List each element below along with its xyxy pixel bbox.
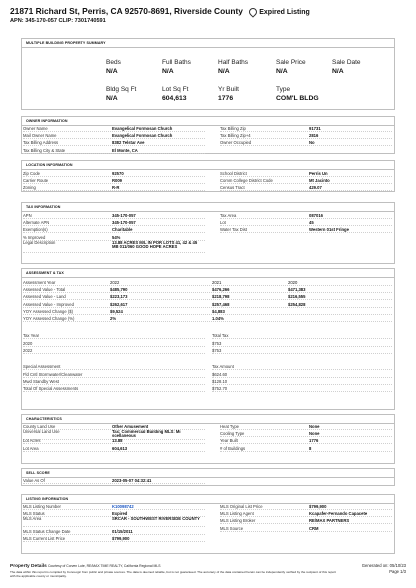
- detail-row: [23, 132, 205, 139]
- detail-row: [212, 363, 392, 370]
- summary-value: N/A: [332, 68, 344, 75]
- assessment-value: 2020: [288, 280, 298, 285]
- detail-row: [23, 219, 205, 226]
- row-value: Expired: [112, 511, 128, 517]
- row-label: Tax Area: [220, 213, 237, 218]
- row-label: Fld Cntl Stormwater/Cleanwater: [23, 372, 83, 377]
- summary-value: N/A: [162, 68, 174, 75]
- row-value: No: [309, 140, 315, 146]
- row-value: SRCAR - SOUTHWEST RIVERSIDE COUNTY: [112, 517, 200, 522]
- summary-label: Yr Built: [218, 86, 239, 93]
- row-label: MLS Listing Broker: [220, 518, 256, 524]
- detail-row: [23, 517, 205, 527]
- detail-row: [23, 503, 205, 510]
- detail-row: [23, 184, 205, 191]
- row-label: Universal Land Use: [23, 430, 60, 435]
- detail-row: [23, 226, 205, 233]
- footer-disclaimer: The data within this report is compiled by CoreLogic from public and private sources. The data is deemed reliable, but is not guaranteed. The accuracy of the data contained herein can be independently verified by the recipient of this report with the applicable county or municipality.: [10, 570, 336, 578]
- assessment-value: $9,524: [110, 308, 123, 314]
- row-value: Mt Jacinto: [309, 178, 330, 184]
- row-label: Carrier Route: [23, 178, 49, 184]
- row-label: County Land Use: [23, 424, 56, 429]
- row-label: Tax Amount: [212, 364, 234, 369]
- summary-label: Sale Date: [332, 59, 361, 66]
- assessment-value: $4,883: [212, 308, 225, 314]
- summary-label: Beds: [106, 59, 121, 66]
- row-label: Assessed Value - Total: [23, 287, 66, 293]
- row-label: Lot Acres: [23, 438, 41, 444]
- row-value: 13.88: [112, 438, 123, 444]
- detail-row: [220, 510, 392, 517]
- detail-row: [23, 510, 205, 517]
- row-label: Water Tax Dist: [220, 227, 247, 233]
- row-value: Charitable: [112, 227, 133, 233]
- row-value: R-R: [112, 185, 120, 191]
- assessment-value: $485,790: [110, 287, 128, 293]
- row-label: $753: [212, 348, 222, 354]
- row-label: Comm College District Code: [220, 178, 273, 184]
- row-label: Total Tax: [212, 333, 229, 338]
- row-label: Owner Occupied: [220, 140, 252, 146]
- row-value: 429.07: [309, 185, 322, 191]
- detail-row: [220, 170, 392, 177]
- detail-row: [220, 177, 392, 184]
- detail-row: [212, 340, 392, 347]
- row-label: Exemption(s): [23, 227, 48, 233]
- detail-row: [23, 535, 205, 542]
- row-value: 345-170-057: [112, 220, 136, 226]
- detail-row: [23, 371, 205, 378]
- detail-row: [212, 332, 392, 339]
- row-label: Year Built: [220, 438, 238, 444]
- row-label: Assessment Year: [23, 280, 56, 285]
- row-label: Zip Code: [23, 171, 40, 176]
- row-label: Legal Description: [23, 240, 56, 245]
- mls-link[interactable]: K10098742: [112, 504, 134, 509]
- row-label: Owner Name: [23, 126, 48, 131]
- summary-label: Type: [276, 86, 291, 93]
- detail-row: [23, 177, 205, 184]
- section-heading: MULTIPLE BUILDING PROPERTY SUMMARY: [22, 39, 394, 48]
- assessment-value: $218,798: [212, 294, 230, 300]
- row-label: Tax Billing Zip: [220, 126, 246, 131]
- row-label: Tax Billing Zip+4: [220, 133, 251, 139]
- detail-row: [23, 385, 205, 392]
- section-heading: ASSESSMENT & TAX: [22, 269, 394, 278]
- row-label: MLS Listing Number: [23, 504, 61, 509]
- row-label: Tax Billing Address: [23, 140, 59, 146]
- row-label: Assessed Value - Land: [23, 294, 66, 300]
- detail-row: [220, 525, 392, 532]
- detail-row: [23, 170, 205, 177]
- row-label: MLS Area: [23, 517, 42, 522]
- row-label: $752.70: [212, 386, 228, 392]
- section-heading: OWNER INFORMATION: [22, 117, 394, 126]
- assessment-value: 2021: [212, 280, 222, 285]
- section-heading: CHARACTERISTICS: [22, 415, 394, 424]
- row-label: MLS Status Change Date: [23, 528, 71, 534]
- row-value: 604,613: [112, 445, 128, 451]
- row-label: Mwd Standby West: [23, 379, 59, 385]
- row-value: El Monte, CA: [112, 147, 138, 153]
- row-label: Cooling Type: [220, 431, 245, 437]
- detail-row: [23, 378, 205, 385]
- row-label: Lot: [220, 220, 226, 226]
- detail-row: [23, 477, 205, 484]
- detail-row: [220, 184, 392, 191]
- detail-row: [220, 503, 392, 510]
- section-heading: TAX INFORMATION: [22, 203, 394, 212]
- section-heading: LOCATION INFORMATION: [22, 161, 394, 170]
- row-value: 54%: [112, 234, 121, 240]
- row-value: 01/15/2011: [112, 528, 133, 534]
- summary-value: 604,613: [162, 95, 187, 102]
- row-value: Tax: Commercial Building MLS: Mi scellaneous: [112, 430, 181, 439]
- detail-row: [23, 445, 205, 452]
- detail-row: [23, 308, 392, 315]
- detail-row: [23, 332, 205, 339]
- row-label: Census Tract: [220, 185, 245, 191]
- section-heading: SELL SCORE: [22, 469, 394, 478]
- row-value: RE/MAX PARTNERS: [309, 518, 350, 524]
- detail-row: [23, 147, 205, 154]
- row-label: Lot Area: [23, 445, 39, 451]
- row-value: Kcapafer-Fernando Capacete: [309, 511, 368, 517]
- page-number: Page 1/3: [389, 569, 406, 574]
- row-value: 92570: [112, 171, 124, 176]
- detail-row: [220, 437, 392, 444]
- page-title: 21871 Richard St, Perris, CA 92570-8691, Riverside County Expired Listing: [10, 6, 310, 16]
- summary-value: N/A: [106, 68, 118, 75]
- row-label: MLS Source: [220, 525, 244, 531]
- row-label: Zoning: [23, 185, 36, 191]
- detail-row: [220, 226, 392, 233]
- assessment-value: $476,266: [212, 287, 230, 293]
- assessment-value: $257,468: [212, 301, 230, 307]
- detail-row: [220, 212, 392, 219]
- row-label: Assessed Value - Improved: [23, 301, 74, 307]
- detail-row: [23, 315, 392, 322]
- detail-row: [23, 125, 205, 132]
- summary-value: N/A: [276, 68, 288, 75]
- detail-row: [23, 437, 205, 444]
- assessment-value: 1.04%: [212, 316, 224, 321]
- detail-row: [23, 234, 205, 241]
- summary-value: N/A: [218, 68, 230, 75]
- row-label: $624.60: [212, 372, 228, 377]
- summary-value: N/A: [106, 95, 118, 102]
- row-value: 8382 Telstar Ave: [112, 140, 145, 146]
- row-value: Perris Un: [309, 171, 328, 176]
- assessment-value: $216,555: [288, 294, 306, 300]
- location-pin-icon: [248, 6, 259, 17]
- row-value: 2816: [309, 133, 319, 139]
- detail-row: [220, 423, 392, 430]
- summary-label: Half Baths: [218, 59, 248, 66]
- report-footer: [10, 563, 406, 578]
- detail-row: [212, 347, 392, 354]
- detail-row: [23, 363, 205, 370]
- row-label: % Improved: [23, 234, 46, 240]
- row-value: None: [309, 424, 320, 429]
- section-heading: LISTING INFORMATION: [22, 495, 394, 504]
- detail-row: [220, 139, 392, 146]
- detail-row: [23, 528, 205, 535]
- status-badge: Expired Listing: [249, 8, 310, 16]
- summary-value: 1776: [218, 95, 234, 102]
- assessment-value: $254,828: [288, 301, 306, 307]
- detail-row: [220, 445, 392, 452]
- detail-row: [23, 347, 205, 354]
- row-value: 345-170-057: [112, 213, 136, 218]
- row-label: MLS Status: [23, 511, 45, 517]
- row-value: 8: [309, 445, 312, 451]
- row-value: 13.88 ACRES M/L IN POR LOTS 41, 42 & 45 MB 011/060 GOOD HOPE ACRES: [112, 240, 198, 249]
- summary-label: Full Baths: [162, 59, 191, 66]
- row-label: $753: [212, 341, 222, 346]
- assessment-value: $223,173: [110, 294, 128, 300]
- apn-clip: APN: 345-170-057 CLIP: 7301740591: [10, 18, 106, 25]
- row-value: 087016: [309, 213, 323, 218]
- row-label: 2020: [23, 341, 33, 346]
- assessment-value: 2%: [110, 316, 117, 321]
- row-label: Special Assessment: [23, 364, 61, 369]
- detail-row: [23, 212, 205, 219]
- row-label: Value As Of: [23, 478, 45, 483]
- summary-label: Lot Sq Ft: [162, 86, 189, 93]
- row-label: MLS Current List Price: [23, 535, 66, 541]
- detail-row: [212, 378, 392, 385]
- row-label: Total Of Special Assessments: [23, 386, 79, 392]
- assessment-value: $262,617: [110, 301, 128, 307]
- summary-label: Sale Price: [276, 59, 306, 66]
- row-label: MLS Listing Agent: [220, 511, 254, 517]
- row-value: 91731: [309, 126, 321, 131]
- detail-row: [212, 371, 392, 378]
- row-label: Heat Type: [220, 424, 240, 429]
- summary-label: Bldg Sq Ft: [106, 86, 137, 93]
- assessment-value: $471,383: [288, 287, 306, 293]
- report-header: [10, 6, 406, 24]
- footer-courtesy: Courtesy of Corven Lute, RE/MAX TIME REALTY, California Regional MLS: [47, 564, 161, 568]
- detail-row: [23, 139, 205, 146]
- row-label: YOY Assessed Change (%): [23, 316, 75, 321]
- footer-title: Property Details: [10, 564, 47, 569]
- row-value: 1776: [309, 438, 319, 444]
- row-value: R009: [112, 178, 123, 184]
- row-value: $799,900: [112, 535, 130, 541]
- detail-row: [23, 423, 205, 430]
- row-value: Western 01st Fringe: [309, 227, 349, 233]
- row-label: Tax Billing City & State: [23, 147, 66, 153]
- row-value: Other Amusement: [112, 424, 149, 429]
- row-value: None: [309, 431, 320, 437]
- row-value: $799,900: [309, 504, 327, 509]
- generated-date: Generated on: 05/10/23: [361, 563, 406, 568]
- detail-row: [220, 219, 392, 226]
- row-label: MLS Original List Price: [220, 504, 263, 509]
- row-label: YOY Assessed Change ($): [23, 308, 73, 314]
- row-label: APN: [23, 213, 32, 218]
- detail-row: [220, 132, 392, 139]
- row-value: Evangelical Formosan Church: [112, 126, 173, 131]
- row-value: 2023-05-07 04:32:41: [112, 478, 152, 483]
- detail-row: [23, 241, 205, 253]
- row-value: CRM: [309, 525, 319, 531]
- detail-row: [212, 385, 392, 392]
- summary-value: COM'L BLDG: [276, 95, 319, 102]
- row-label: # of Buildings: [220, 445, 246, 451]
- detail-row: [220, 430, 392, 437]
- row-value: Evangelical Formosan Church: [112, 133, 173, 139]
- detail-row: [23, 340, 205, 347]
- row-label: Mail Owner Name: [23, 133, 57, 139]
- row-value: 45: [309, 220, 314, 226]
- assessment-value: 2022: [110, 280, 120, 285]
- row-label: Alternate APN: [23, 220, 50, 226]
- row-label: 2022: [23, 348, 33, 354]
- detail-row: [220, 125, 392, 132]
- row-label: Tax Year: [23, 333, 40, 338]
- detail-row: [220, 517, 392, 524]
- row-label: $128.10: [212, 379, 228, 385]
- row-label: School District: [220, 171, 247, 176]
